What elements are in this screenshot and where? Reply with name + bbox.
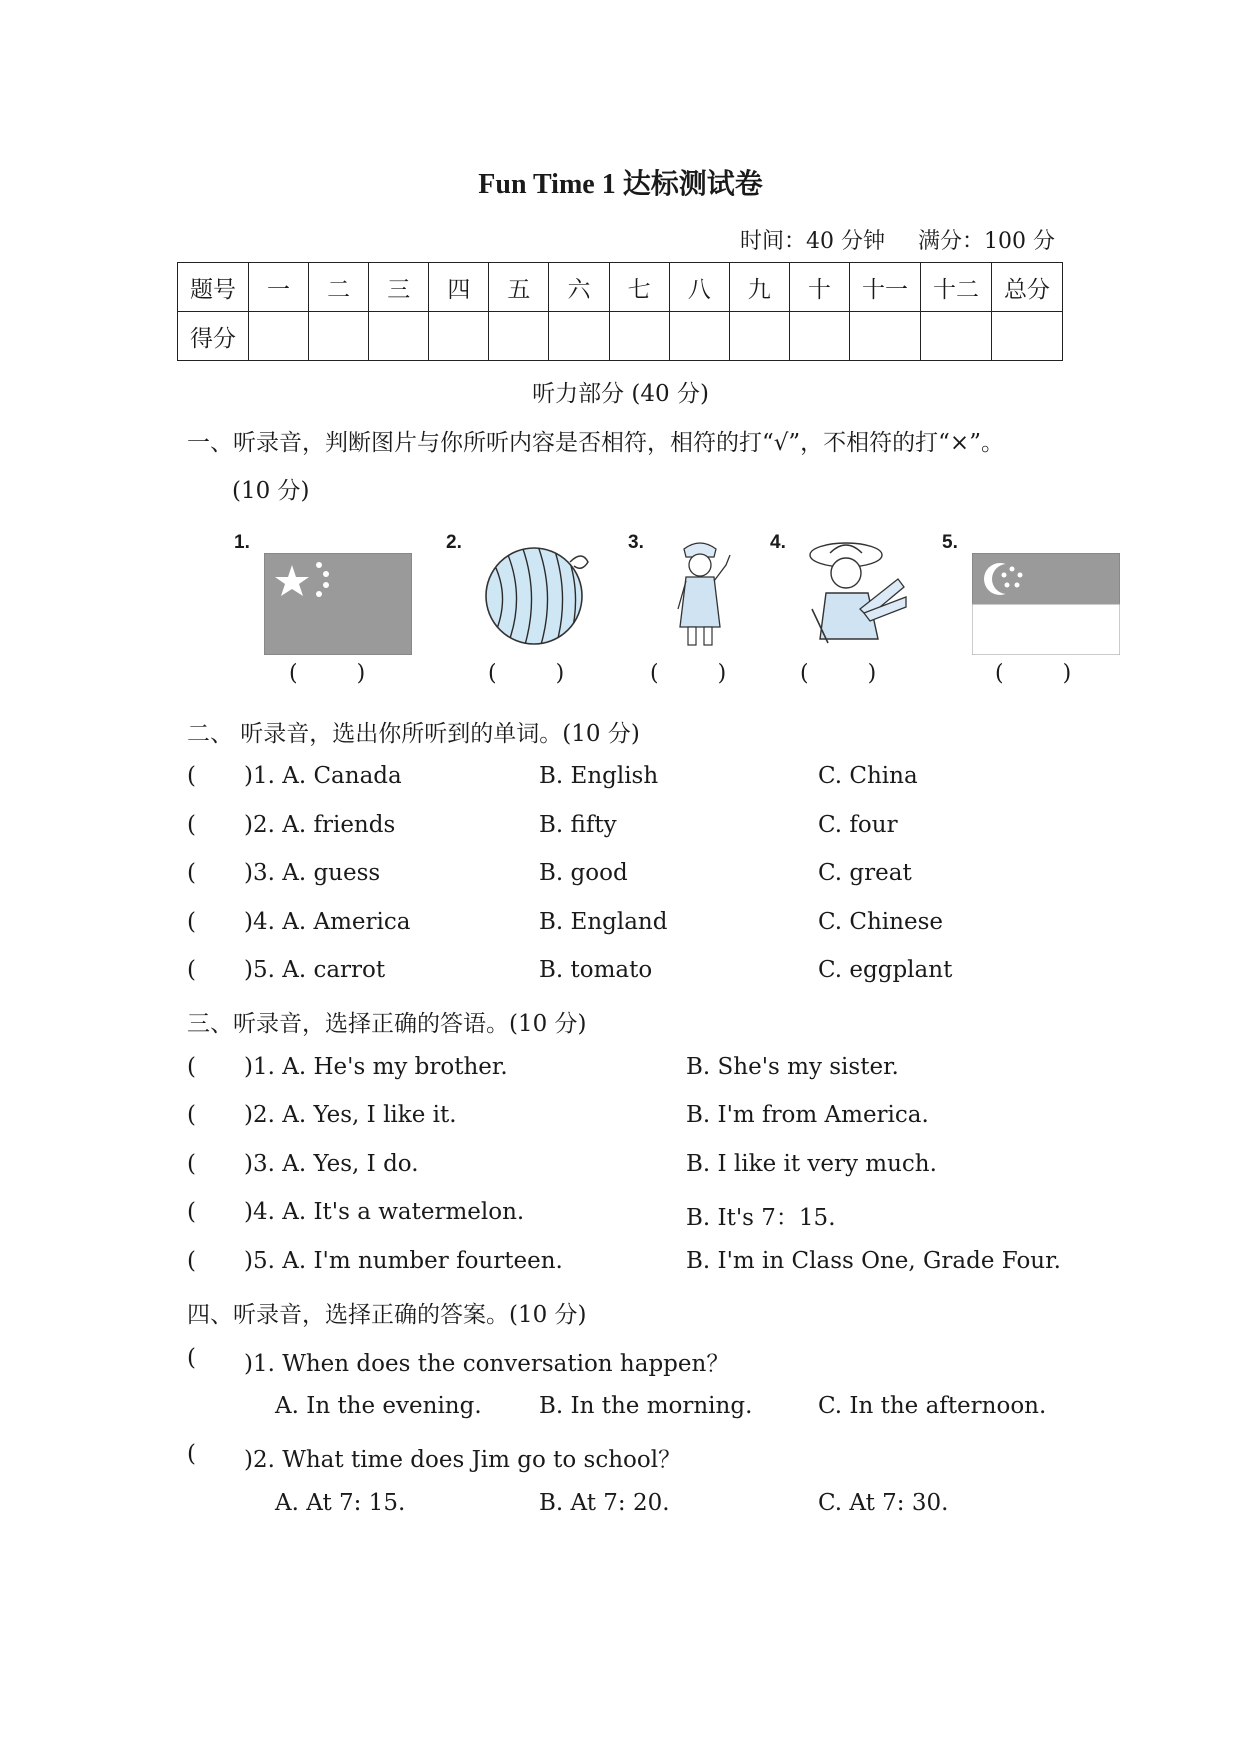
score-cell[interactable] <box>609 312 669 361</box>
section3-title: 三、听录音，选择正确的答语。(10 分) <box>187 1011 587 1037</box>
section1-title: 一、听录音，判断图片与你所听内容是否相符，相符的打“√”，不相符的打“×”。 <box>187 430 1004 456</box>
picture-number: 2. <box>446 532 462 553</box>
score-cell[interactable] <box>992 312 1063 361</box>
score-cell[interactable] <box>489 312 549 361</box>
page-title: Fun Time 1 达标测试卷 <box>478 169 763 200</box>
score-cell[interactable] <box>309 312 369 361</box>
answer-bracket[interactable]: ( <box>187 763 196 789</box>
answer-bracket[interactable]: ( <box>187 1345 196 1371</box>
table-cell: 四 <box>429 263 489 312</box>
question-option-a: )5. A. I'm number fourteen. <box>244 1248 563 1274</box>
answer-bracket[interactable]: ( <box>187 812 196 838</box>
question-option-a: )1. A. Canada <box>244 763 402 789</box>
table-cell: 题号 <box>178 263 249 312</box>
question-option-a: )4. A. It's a watermelon. <box>244 1199 525 1225</box>
score-table-header-row <box>178 263 1063 312</box>
score-cell[interactable] <box>789 312 849 361</box>
picture-number: 4. <box>770 532 786 553</box>
question-option-c: C. Chinese <box>818 909 944 935</box>
table-cell: 七 <box>609 263 669 312</box>
question-option-a: )2. A. Yes, I like it. <box>244 1102 457 1128</box>
picture-number: 1. <box>234 532 250 553</box>
answer-paren[interactable]: ( ) <box>289 661 392 686</box>
question-option-a: )3. A. guess <box>244 860 381 886</box>
question-option-a: )2. A. friends <box>244 812 396 838</box>
table-cell: 六 <box>549 263 609 312</box>
section1-points: (10 分) <box>232 478 310 504</box>
table-cell: 一 <box>249 263 309 312</box>
answer-bracket[interactable]: ( <box>187 860 196 886</box>
question-option-c: C. In the afternoon. <box>818 1393 1047 1419</box>
picture-number: 3. <box>628 532 644 553</box>
table-cell: 二 <box>309 263 369 312</box>
question-option-c: C. great <box>818 860 912 886</box>
table-cell: 总分 <box>992 263 1063 312</box>
answer-bracket[interactable]: ( <box>187 1102 196 1128</box>
question-option-b: B. At 7: 20. <box>539 1490 670 1516</box>
question-option-b: B. good <box>539 860 628 886</box>
question-option-b: B. It's 7：15. <box>686 1205 836 1231</box>
question-option-c: C. At 7: 30. <box>818 1490 949 1516</box>
score-cell[interactable] <box>669 312 729 361</box>
table-cell: 十二 <box>921 263 992 312</box>
question-option-b: B. I like it very much. <box>686 1151 937 1177</box>
table-cell: 十 <box>789 263 849 312</box>
answer-paren[interactable]: ( ) <box>800 661 903 686</box>
question-option-a: A. In the evening. <box>275 1393 482 1419</box>
question-text: )2. What time does Jim go to school？ <box>244 1447 682 1473</box>
china-flag-icon <box>264 553 412 655</box>
score-cell[interactable] <box>249 312 309 361</box>
score-cell[interactable] <box>850 312 921 361</box>
table-cell: 得分 <box>178 312 249 361</box>
question-text: )1. When does the conversation happen？ <box>244 1351 730 1377</box>
question-option-c: C. China <box>818 763 918 789</box>
table-cell: 八 <box>669 263 729 312</box>
question-option-b: B. fifty <box>539 812 617 838</box>
section2-title: 二、 听录音，选出你所听到的单词。(10 分) <box>187 721 640 747</box>
answer-bracket[interactable]: ( <box>187 1054 196 1080</box>
score-table <box>177 262 1063 361</box>
listening-part-title: 听力部分 (40 分) <box>532 381 709 407</box>
score-cell[interactable] <box>921 312 992 361</box>
exam-info <box>714 224 1055 255</box>
question-option-a: )4. A. America <box>244 909 411 935</box>
question-option-a: )1. A. He's my brother. <box>244 1054 508 1080</box>
question-option-b: B. England <box>539 909 668 935</box>
question-option-c: C. eggplant <box>818 957 953 983</box>
answer-paren[interactable]: ( ) <box>995 661 1098 686</box>
singapore-flag-icon <box>972 553 1120 655</box>
table-cell: 九 <box>729 263 789 312</box>
watermelon-icon <box>482 540 594 648</box>
section4-title: 四、听录音，选择正确的答案。(10 分) <box>187 1302 587 1328</box>
answer-bracket[interactable]: ( <box>187 1248 196 1274</box>
picture-number: 5. <box>942 532 958 553</box>
question-option-c: C. four <box>818 812 898 838</box>
answer-bracket[interactable]: ( <box>187 1441 196 1467</box>
score-cell[interactable] <box>549 312 609 361</box>
question-option-b: B. She's my sister. <box>686 1054 899 1080</box>
exam-full-score: 满分：100 分 <box>918 229 1055 254</box>
answer-paren[interactable]: ( ) <box>488 661 591 686</box>
answer-bracket[interactable]: ( <box>187 1151 196 1177</box>
answer-paren[interactable]: ( ) <box>650 661 753 686</box>
doctor-girl-icon <box>660 535 742 653</box>
answer-bracket[interactable]: ( <box>187 909 196 935</box>
question-option-a: )3. A. Yes, I do. <box>244 1151 419 1177</box>
question-option-b: B. In the morning. <box>539 1393 753 1419</box>
question-option-b: B. English <box>539 763 659 789</box>
score-cell[interactable] <box>429 312 489 361</box>
answer-bracket[interactable]: ( <box>187 957 196 983</box>
score-cell[interactable] <box>369 312 429 361</box>
exam-time: 时间：40 分钟 <box>740 229 885 254</box>
question-option-a: )5. A. carrot <box>244 957 386 983</box>
farmer-girl-icon <box>798 533 910 653</box>
table-cell: 三 <box>369 263 429 312</box>
answer-bracket[interactable]: ( <box>187 1199 196 1225</box>
table-cell: 五 <box>489 263 549 312</box>
score-table-score-row <box>178 312 1063 361</box>
question-option-a: A. At 7: 15. <box>275 1490 406 1516</box>
question-option-b: B. I'm in Class One, Grade Four. <box>686 1248 1061 1274</box>
score-cell[interactable] <box>729 312 789 361</box>
question-option-b: B. I'm from America. <box>686 1102 929 1128</box>
table-cell: 十一 <box>850 263 921 312</box>
question-option-b: B. tomato <box>539 957 653 983</box>
